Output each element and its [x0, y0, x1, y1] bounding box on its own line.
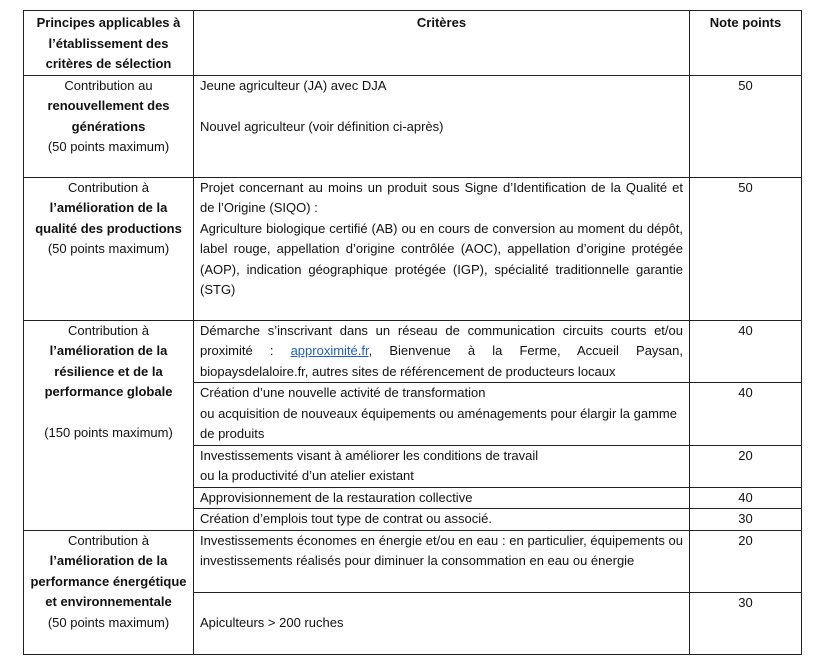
- criteria-text: Création d’emplois tout type de contrat ou associé.: [200, 511, 492, 526]
- principle-lead: Contribution à: [68, 322, 149, 338]
- criteria-text: Investissements économes en énergie et/ou en eau : en particulier, équipements ou investissements réalisés pour diminuer la consommation en eau ou énergie: [200, 532, 683, 568]
- approximite-link[interactable]: approximité.fr: [290, 343, 369, 358]
- points-cell: 30: [690, 592, 802, 654]
- principle-energy: [24, 530, 194, 654]
- points-cell: 20: [690, 445, 802, 487]
- criteria-text: Approvisionnement de la restauration collective: [200, 489, 473, 505]
- criteria-text: ou acquisition de nouveaux équipements ou aménagements pour élargir la gamme de produits: [200, 405, 677, 441]
- criteria-text: Projet concernant au moins un produit sous Signe d’Identification de la Qualité et de l’Origine (SIQO) :: [200, 179, 683, 215]
- principle-title: l’amélioration de la performance énergétique: [30, 553, 187, 589]
- criteria-text: Nouvel agriculteur (voir définition ci-après): [200, 118, 444, 134]
- criteria-cell: [194, 592, 690, 654]
- criteria-text: , Bienvenue à la Ferme, Accueil Paysan, biopaysdelaloire.fr, autres sites de référencement de producteurs locaux: [200, 343, 683, 379]
- principle-max: (50 points maximum): [47, 139, 170, 154]
- points-cell: 50: [690, 177, 802, 320]
- points-cell: 40: [690, 320, 802, 383]
- header-points: Note points: [690, 11, 802, 76]
- points-cell: 20: [690, 530, 802, 592]
- criteria-cell: [194, 383, 690, 446]
- principle-title: renouvellement des générations: [47, 98, 170, 134]
- criteria-text: Jeune agriculteur (JA) avec DJA: [200, 77, 387, 93]
- table-row: [24, 75, 802, 177]
- principle-quality: [24, 177, 194, 320]
- principle-lead: Contribution à: [68, 532, 149, 548]
- criteria-text: ou la productivité d’un atelier existant: [200, 468, 414, 483]
- table-row: [24, 530, 802, 592]
- criteria-cell: [194, 177, 690, 320]
- criteria-text: Agriculture biologique certifié (AB) ou en cours de conversion au moment du dépôt, label rouge, appellation d’origine contrôlée (AOC), appellation d’origine protégée (AOP), indication géographique protégée (IGP), spécialité traditionnelle garantie (STG): [200, 220, 683, 297]
- principle-title: l’amélioration de la résilience et de la performance globale: [44, 343, 173, 399]
- points-cell: 50: [690, 75, 802, 177]
- criteria-cell: [194, 487, 690, 509]
- criteria-cell: [194, 75, 690, 177]
- principle-generations: [24, 75, 194, 177]
- principle-lead: Contribution au: [64, 77, 153, 93]
- points-cell: 40: [690, 383, 802, 446]
- header-criteria: Critères: [194, 11, 690, 76]
- points-cell: 40: [690, 487, 802, 509]
- principle-max: (50 points maximum): [47, 241, 170, 256]
- principle-title: l’amélioration de la qualité des productions: [35, 200, 182, 236]
- criteria-cell: [194, 530, 690, 592]
- principle-title-2: et environnementale: [45, 594, 172, 609]
- criteria-cell: [194, 509, 690, 531]
- principle-resilience: [24, 320, 194, 530]
- criteria-text: Création d’une nouvelle activité de transformation: [200, 385, 486, 400]
- principle-max: (150 points maximum): [44, 425, 173, 440]
- table-row: [24, 177, 802, 320]
- criteria-cell: [194, 320, 690, 383]
- principle-lead: Contribution à: [68, 179, 149, 195]
- criteria-text: Investissements visant à améliorer les conditions de travail: [200, 447, 539, 463]
- header-row: [24, 11, 802, 76]
- criteria-text: Apiculteurs > 200 ruches: [200, 614, 344, 630]
- table-row: [24, 320, 802, 383]
- header-principles: Principes applicables à l’établissement des critères de sélection: [24, 11, 194, 76]
- selection-criteria-table: [23, 10, 802, 655]
- criteria-cell: [194, 445, 690, 487]
- points-cell: 30: [690, 509, 802, 531]
- criteria-text: Démarche s’inscrivant dans un réseau de communication circuits courts et/ou proximité :: [200, 322, 683, 358]
- principle-max: (50 points maximum): [47, 614, 170, 630]
